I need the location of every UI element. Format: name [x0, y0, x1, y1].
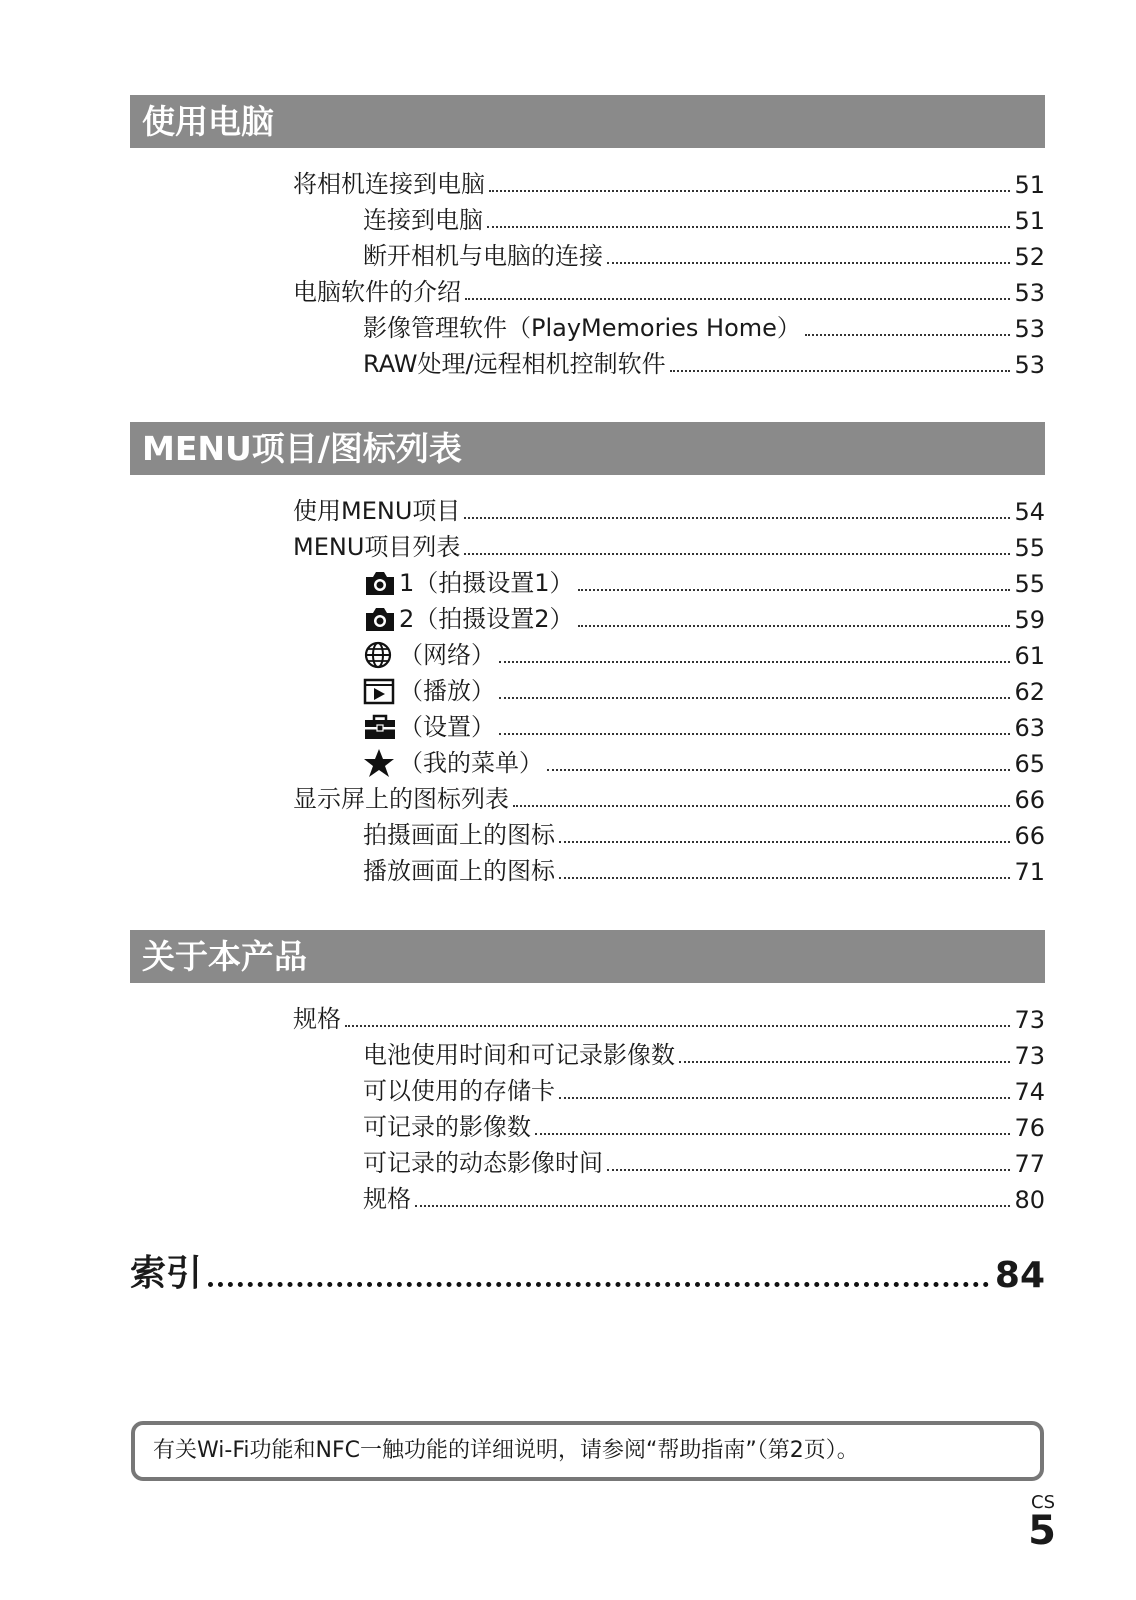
toc-entry-page: 76: [1014, 1114, 1045, 1142]
toc-entry-page: 51: [1014, 171, 1045, 199]
toc-entry[interactable]: [363, 814, 1045, 850]
section-header-menu: MENU项目/图标列表: [130, 422, 1045, 475]
leader-dots: [547, 769, 1010, 771]
toc-entry-page: 66: [1014, 786, 1045, 814]
toc-list-product: [0, 998, 1136, 1214]
toc-entry[interactable]: [363, 562, 1045, 598]
toc-entry[interactable]: [363, 1106, 1045, 1142]
leader-dots: [464, 553, 1010, 555]
toc-list-computer: [0, 163, 1136, 379]
camera-icon: [363, 568, 397, 598]
toc-entry-label: 可以使用的存储卡: [363, 1077, 555, 1105]
toc-entry-label: MENU项目列表: [293, 533, 461, 561]
toc-entry[interactable]: [363, 634, 1045, 670]
wifi-nfc-note: 有关Wi-Fi功能和NFC一触功能的详细说明，请参阅“帮助指南”（第2页）。: [131, 1421, 1044, 1481]
toc-entry-label: 将相机连接到电脑: [293, 170, 485, 198]
toc-entry[interactable]: [363, 235, 1045, 271]
toc-entry-page: 80: [1014, 1186, 1045, 1214]
toc-entry[interactable]: [363, 598, 1045, 634]
leader-dots: [578, 625, 1011, 627]
toc-entry[interactable]: [293, 271, 1045, 307]
leader-dots: [487, 226, 1010, 228]
toc-entry[interactable]: [363, 742, 1045, 778]
leader-dots: [499, 661, 1010, 663]
toc-entry-page: 53: [1014, 279, 1045, 307]
toc-entry-page: 55: [1014, 570, 1045, 598]
toc-entry-page: 52: [1014, 243, 1045, 271]
leader-dots: [465, 298, 1010, 300]
toc-entry-label: 电脑软件的介绍: [293, 278, 461, 306]
leader-dots: [607, 1169, 1010, 1171]
index-page: 84: [994, 1255, 1045, 1296]
toolbox-icon: [363, 712, 397, 742]
toc-entry-label: 可记录的影像数: [363, 1113, 531, 1141]
toc-entry[interactable]: [293, 778, 1045, 814]
camera-icon: [363, 604, 397, 634]
toc-entry[interactable]: [363, 1034, 1045, 1070]
index-entry[interactable]: [130, 1250, 1045, 1296]
toc-entry[interactable]: [293, 998, 1045, 1034]
toc-entry-label: RAW处理/远程相机控制软件: [363, 350, 666, 378]
toc-entry-page: 53: [1014, 351, 1045, 379]
leader-dots: [559, 841, 1010, 843]
toc-entry-page: 53: [1014, 315, 1045, 343]
toc-entry[interactable]: [363, 850, 1045, 886]
toc-entry-label: 2（拍摄设置2）: [399, 605, 574, 633]
section-header-computer: 使用电脑: [130, 95, 1045, 148]
toc-entry-label: 使用MENU项目: [293, 497, 461, 525]
index-label: 索引: [130, 1253, 203, 1294]
toc-entry[interactable]: [363, 343, 1045, 379]
leader-dots: [559, 1097, 1010, 1099]
toc-entry-label: （我的菜单）: [399, 749, 543, 777]
toc-entry-label: （设置）: [399, 713, 495, 741]
playback-icon: [363, 676, 397, 706]
toc-entry[interactable]: [363, 307, 1045, 343]
toc-entry-label: （网络）: [399, 641, 495, 669]
toc-entry-page: 61: [1014, 642, 1045, 670]
toc-entry[interactable]: [363, 199, 1045, 235]
leader-dots: [513, 805, 1010, 807]
star-icon: [363, 748, 397, 778]
toc-entry-label: 电池使用时间和可记录影像数: [363, 1041, 675, 1069]
leader-dots: [415, 1205, 1010, 1207]
page-language-code: CS: [1031, 1492, 1055, 1513]
leader-dots: [499, 697, 1010, 699]
leader-dots: [345, 1025, 1010, 1027]
toc-entry-label: 规格: [363, 1185, 411, 1213]
toc-entry-page: 62: [1014, 678, 1045, 706]
toc-entry-page: 63: [1014, 714, 1045, 742]
toc-entry-label: 断开相机与电脑的连接: [363, 242, 603, 270]
toc-entry-page: 71: [1014, 858, 1045, 886]
leader-dots: [805, 334, 1011, 336]
toc-entry-page: 66: [1014, 822, 1045, 850]
toc-entry[interactable]: [363, 1178, 1045, 1214]
toc-entry-page: 65: [1014, 750, 1045, 778]
toc-entry-label: 拍摄画面上的图标: [363, 821, 555, 849]
toc-entry-page: 55: [1014, 534, 1045, 562]
section-header-product: 关于本产品: [130, 930, 1045, 983]
page-number: 5: [1028, 1508, 1056, 1554]
toc-entry-label: 播放画面上的图标: [363, 857, 555, 885]
toc-entry[interactable]: [363, 670, 1045, 706]
leader-dots: [489, 190, 1010, 192]
toc-entry-label: 显示屏上的图标列表: [293, 785, 509, 813]
toc-entry-label: （播放）: [399, 677, 495, 705]
leader-dots: [679, 1061, 1010, 1063]
toc-entry-page: 74: [1014, 1078, 1045, 1106]
toc-entry[interactable]: [293, 526, 1045, 562]
toc-entry-page: 73: [1014, 1006, 1045, 1034]
leader-dots: [559, 877, 1010, 879]
toc-entry-label: 1（拍摄设置1）: [399, 569, 574, 597]
toc-entry-page: 51: [1014, 207, 1045, 235]
toc-list-menu: [0, 490, 1136, 886]
toc-entry-page: 54: [1014, 498, 1045, 526]
toc-entry-label: 影像管理软件（PlayMemories Home）: [363, 314, 801, 342]
toc-entry[interactable]: [363, 1070, 1045, 1106]
toc-entry[interactable]: [363, 706, 1045, 742]
leader-dots: [670, 370, 1011, 372]
leader-dots: [208, 1282, 989, 1287]
globe-icon: [363, 640, 397, 670]
leader-dots: [535, 1133, 1010, 1135]
leader-dots: [499, 733, 1010, 735]
toc-entry-label: 规格: [293, 1005, 341, 1033]
leader-dots: [578, 589, 1011, 591]
leader-dots: [464, 517, 1010, 519]
toc-entry[interactable]: [363, 1142, 1045, 1178]
toc-entry-page: 73: [1014, 1042, 1045, 1070]
toc-entry-label: 可记录的动态影像时间: [363, 1149, 603, 1177]
toc-entry[interactable]: [293, 490, 1045, 526]
toc-entry-page: 77: [1014, 1150, 1045, 1178]
toc-entry-label: 连接到电脑: [363, 206, 483, 234]
toc-entry-page: 59: [1014, 606, 1045, 634]
toc-entry[interactable]: [293, 163, 1045, 199]
leader-dots: [607, 262, 1010, 264]
